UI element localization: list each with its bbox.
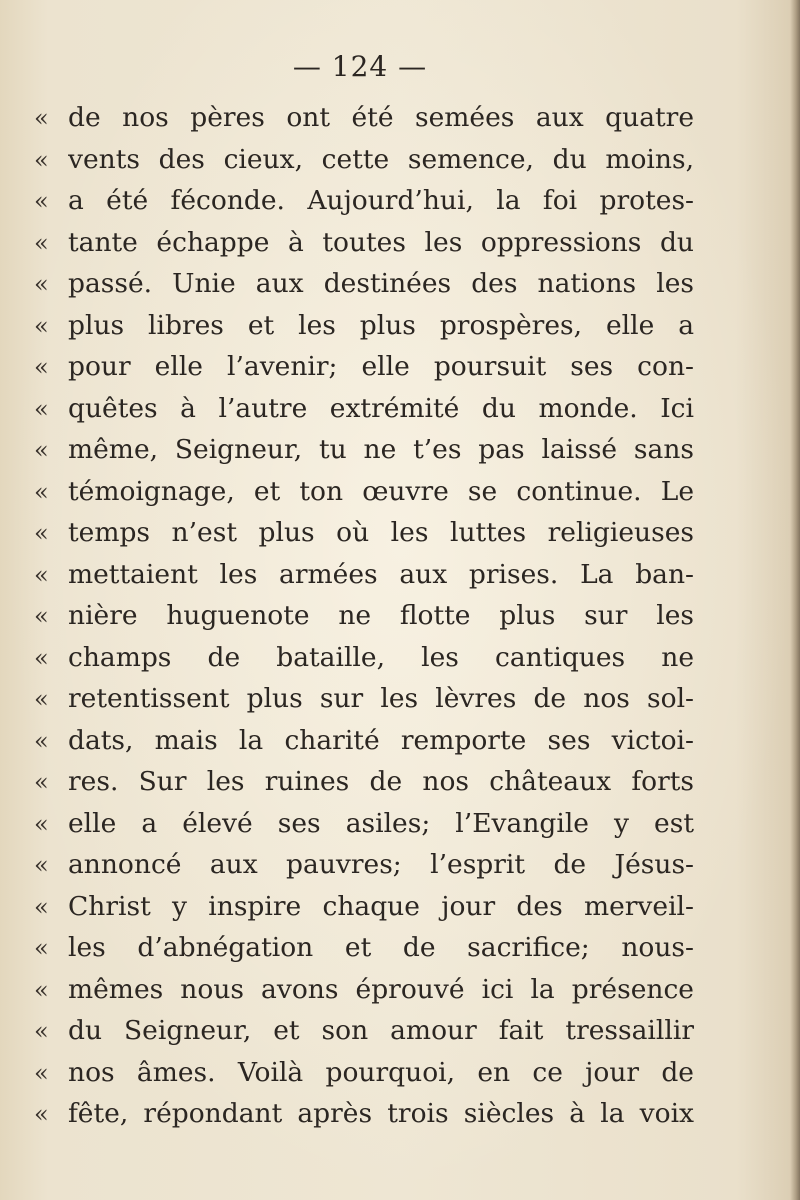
quote-mark: « [34, 311, 49, 340]
line-text: les d’abnégation et de sacrifice; nous- [68, 932, 694, 963]
page-edge-shadow [790, 0, 800, 1200]
quote-mark: « [34, 726, 49, 755]
quote-mark: « [34, 1017, 49, 1045]
line-text: annoncé aux pauvres; l’esprit de Jésus- [68, 849, 694, 880]
text-line [34, 927, 694, 969]
text-line [34, 139, 694, 181]
quote-mark: « [34, 394, 49, 423]
text-line [34, 263, 694, 305]
line-text: mettaient les armées aux prises. La ban- [68, 558, 694, 590]
quote-mark: « [34, 228, 49, 257]
text-line [34, 305, 694, 347]
line-text: passé. Unie aux destinées des nations les [68, 268, 694, 299]
quote-mark: « [34, 602, 49, 630]
line-text: nière huguenote ne flotte plus sur les [68, 600, 694, 631]
line-text: elle a élevé ses asiles; l’Evangile y est [68, 807, 694, 839]
quote-mark: « [34, 104, 49, 132]
line-text: même, Seigneur, tu ne t’es pas laissé sans [68, 434, 694, 465]
line-text: res. Sur les ruines de nos châteaux forts [68, 766, 694, 797]
text-line [34, 803, 694, 845]
text-line [34, 595, 694, 637]
text-line [34, 761, 694, 803]
line-text: retentissent plus sur les lèvres de nos sol- [68, 683, 694, 714]
line-text: pour elle l’avenir; elle poursuit ses con- [68, 351, 694, 382]
line-text: dats, mais la charité remporte ses victoi- [68, 724, 694, 756]
quote-mark: « [34, 187, 49, 215]
quote-mark: « [34, 519, 49, 547]
text-line [34, 554, 694, 596]
line-text: tante échappe à toutes les oppressions du [68, 226, 694, 258]
line-text: Christ y inspire chaque jour des merveil- [68, 890, 694, 922]
quote-mark: « [34, 768, 49, 796]
line-text: de nos pères ont été semées aux quatre [68, 102, 694, 133]
text-line [34, 637, 694, 679]
text-line [34, 346, 694, 388]
text-line [34, 429, 694, 471]
line-text: témoignage, et ton œuvre se continue. Le [68, 475, 694, 507]
quote-mark: « [34, 477, 49, 506]
text-line [34, 844, 694, 886]
text-line [34, 886, 694, 928]
quote-mark: « [34, 353, 49, 381]
text-line [34, 720, 694, 762]
quote-mark: « [34, 975, 49, 1004]
line-text: plus libres et les plus prospères, elle a [68, 309, 694, 341]
text-line [34, 97, 694, 139]
line-text: vents des cieux, cette semence, du moins, [68, 143, 694, 175]
quote-mark: « [34, 560, 49, 589]
text-line [34, 1010, 694, 1052]
line-text: du Seigneur, et son amour fait tressaillir [68, 1015, 694, 1046]
text-line [34, 1093, 694, 1135]
quote-mark: « [34, 685, 49, 713]
line-text: fête, répondant après trois siècles à la voix [68, 1098, 694, 1129]
quote-mark: « [34, 934, 49, 962]
line-text: mêmes nous avons éprouvé ici la présence [68, 973, 694, 1005]
quote-mark: « [34, 851, 49, 879]
line-text: temps n’est plus où les luttes religieuses [68, 517, 694, 548]
text-line [34, 222, 694, 264]
quote-mark: « [34, 270, 49, 298]
quote-mark: « [34, 809, 49, 838]
text-line [34, 388, 694, 430]
text-line [34, 471, 694, 513]
page-number: — 124 — [292, 50, 428, 83]
quote-mark: « [34, 892, 49, 921]
quote-mark: « [34, 1100, 49, 1128]
quote-mark: « [34, 643, 49, 672]
line-text: champs de bataille, les cantiques ne [68, 641, 694, 673]
text-line [34, 180, 694, 222]
quote-mark: « [34, 145, 49, 174]
text-line [34, 512, 694, 554]
text-line [34, 678, 694, 720]
text-line [34, 1052, 694, 1094]
quote-mark: « [34, 436, 49, 464]
line-text: nos âmes. Voilà pourquoi, en ce jour de [68, 1056, 694, 1088]
line-text: a été féconde. Aujourd’hui, la foi protes- [68, 185, 694, 216]
quote-mark: « [34, 1058, 49, 1087]
line-text: quêtes à l’autre extrémité du monde. Ici [68, 392, 694, 424]
text-line [34, 969, 694, 1011]
body-text [34, 97, 694, 1135]
